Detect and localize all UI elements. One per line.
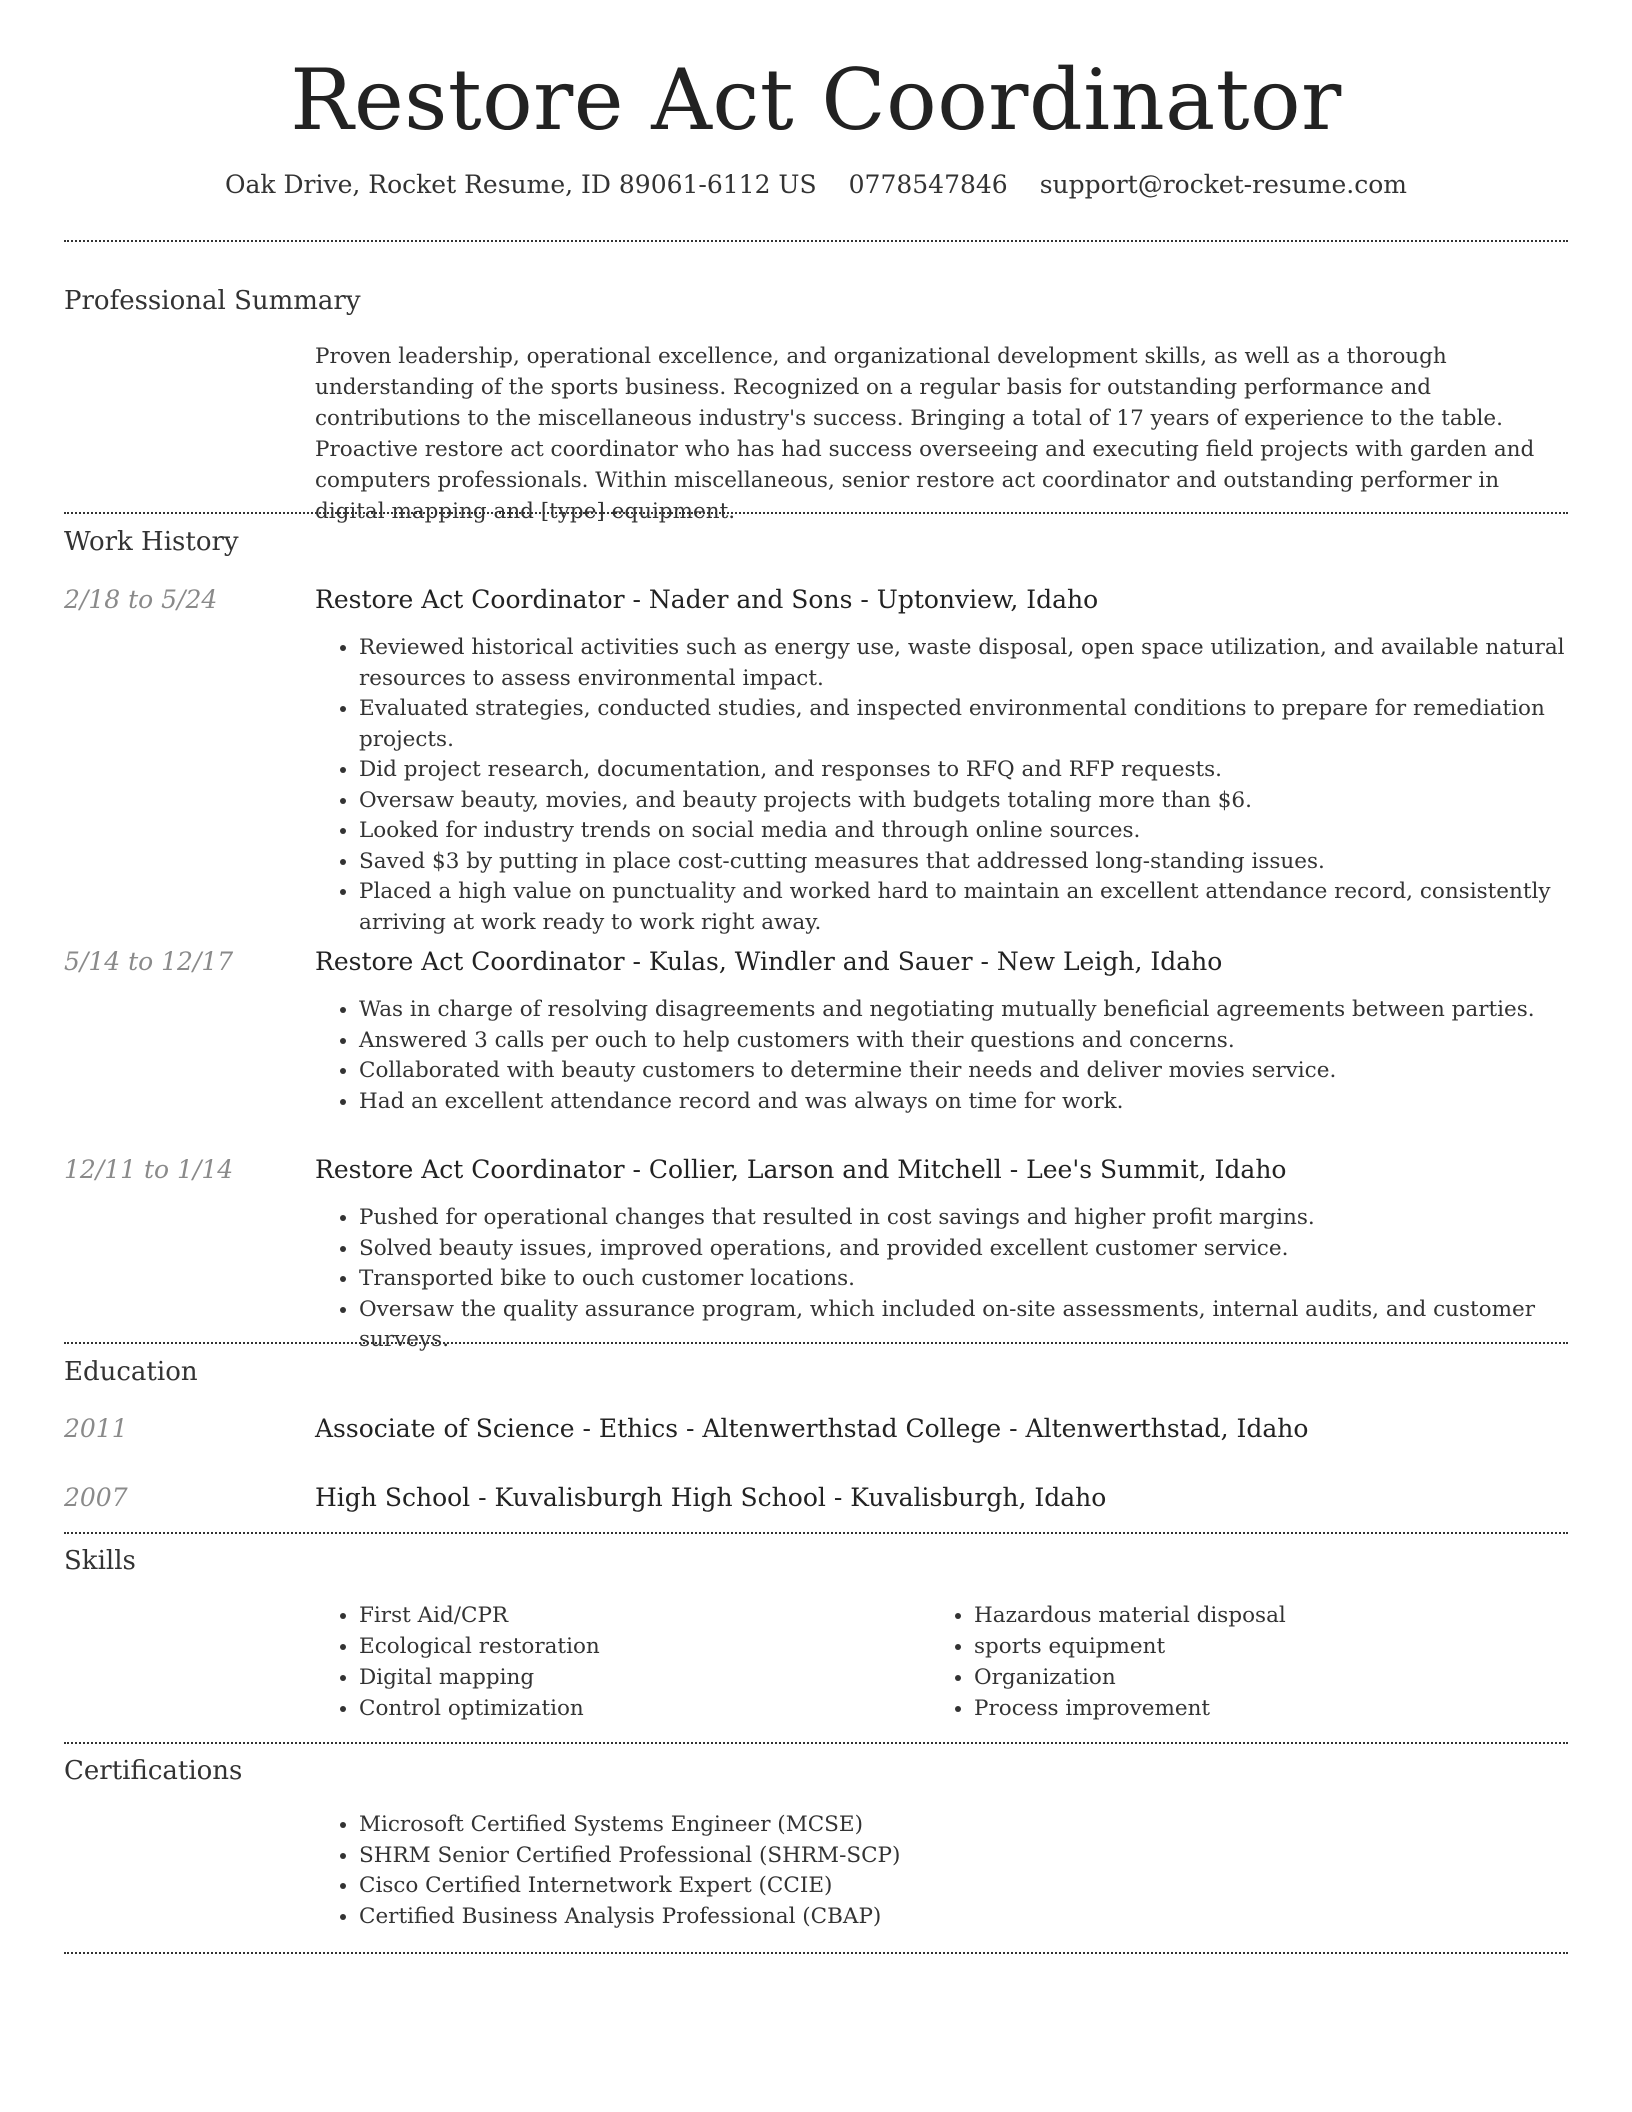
section-title-skills: Skills — [64, 1546, 136, 1576]
job-bullet: • Oversaw beauty, movies, and beauty projects with budgets totaling more than $6. — [359, 786, 1599, 817]
job-bullets — [315, 633, 1599, 938]
job-bullet: • Placed a high value on punctuality and worked hard to maintain an excellent attendance record, consistently arriving at work ready to work right away. — [359, 877, 1599, 938]
education-year: 2007 — [64, 1483, 128, 1512]
skill-item: • Process improvement — [974, 1693, 1534, 1724]
job-bullets — [315, 995, 1599, 1117]
certification-item: • Certified Business Analysis Professional (CBAP) — [359, 1902, 1599, 1933]
contact-address: Oak Drive, Rocket Resume, ID 89061-6112 US — [224, 170, 817, 199]
certification-item: • Microsoft Certified Systems Engineer (MCSE) — [359, 1810, 1599, 1841]
section-title-certifications: Certifications — [64, 1756, 243, 1786]
skill-item: • First Aid/CPR — [359, 1600, 919, 1631]
contact-email[interactable]: support@rocket-resume.com — [1039, 170, 1408, 199]
job-dates: 12/11 to 1/14 — [64, 1155, 234, 1184]
job-bullet: • Answered 3 calls per ouch to help customers with their questions and concerns. — [359, 1026, 1599, 1057]
education-heading: Associate of Science - Ethics - Altenwerthstad College - Altenwerthstad, Idaho — [315, 1414, 1309, 1443]
skill-item: • Ecological restoration — [359, 1631, 919, 1662]
contact-phone: 0778547846 — [848, 170, 1008, 199]
job-bullet: • Did project research, documentation, and responses to RFQ and RFP requests. — [359, 755, 1599, 786]
job-bullet: • Evaluated strategies, conducted studies, and inspected environmental conditions to prepare for remediation projects. — [359, 694, 1599, 755]
job-bullet: • Solved beauty issues, improved operations, and provided excellent customer service. — [359, 1234, 1599, 1265]
skill-item: • Control optimization — [359, 1693, 919, 1724]
section-title-summary: Professional Summary — [64, 286, 361, 316]
job-bullet: • Was in charge of resolving disagreements and negotiating mutually beneficial agreements between parties. — [359, 995, 1599, 1026]
certification-item: • Cisco Certified Internetwork Expert (CCIE) — [359, 1871, 1599, 1902]
job-heading: Restore Act Coordinator - Collier, Larson and Mitchell - Lee's Summit, Idaho — [315, 1155, 1287, 1184]
job-dates: 2/18 to 5/24 — [64, 585, 218, 614]
skills-list-left — [315, 1600, 919, 1724]
divider — [64, 1532, 1568, 1534]
skill-item: • Digital mapping — [359, 1662, 919, 1693]
job-heading: Restore Act Coordinator - Kulas, Windler and Sauer - New Leigh, Idaho — [315, 947, 1223, 976]
certifications-list — [315, 1810, 1599, 1932]
job-bullet: • Collaborated with beauty customers to determine their needs and deliver movies service. — [359, 1056, 1599, 1087]
job-heading: Restore Act Coordinator - Nader and Sons - Uptonview, Idaho — [315, 585, 1099, 614]
candidate-name: Restore Act Coordinator — [290, 51, 1342, 149]
job-bullet: • Looked for industry trends on social media and through online sources. — [359, 816, 1599, 847]
section-title-work-history: Work History — [64, 527, 239, 557]
divider — [64, 1742, 1568, 1744]
job-bullet: • Oversaw the quality assurance program, which included on-site assessments, internal audits, and customer surveys. — [359, 1295, 1599, 1356]
divider — [64, 512, 1568, 514]
summary-text: Proven leadership, operational excellence, and organizational development skills, as well as a thorough understanding of the sports business. Recognized on a regular basis for outstanding performance and contributions to the miscellaneous industry's success. Bringing a total of 17 years of experience to the table. Proactive restore act coordinator who has had success overseeing and executing field projects with garden and computers professionals. Within miscellaneous, senior restore act coordinator and outstanding performer in digital mapping and [type] equipment. — [315, 344, 1535, 524]
contact-line — [0, 168, 1632, 202]
job-bullet: • Pushed for operational changes that resulted in cost savings and higher profit margins. — [359, 1203, 1599, 1234]
job-bullet: • Saved $3 by putting in place cost-cutting measures that addressed long-standing issues. — [359, 847, 1599, 878]
divider — [64, 240, 1568, 242]
divider — [64, 1952, 1568, 1954]
job-bullets — [315, 1203, 1599, 1356]
job-bullet: • Reviewed historical activities such as energy use, waste disposal, open space utilization, and available natural resources to assess environmental impact. — [359, 633, 1599, 694]
skill-item: • Organization — [974, 1662, 1534, 1693]
job-bullet: • Had an excellent attendance record and was always on time for work. — [359, 1087, 1599, 1118]
divider — [64, 1342, 1568, 1344]
job-bullet: • Transported bike to ouch customer locations. — [359, 1264, 1599, 1295]
section-title-education: Education — [64, 1357, 198, 1387]
skill-item: • Hazardous material disposal — [974, 1600, 1534, 1631]
education-heading: High School - Kuvalisburgh High School - Kuvalisburgh, Idaho — [315, 1483, 1107, 1512]
skills-list-right — [930, 1600, 1534, 1724]
education-year: 2011 — [64, 1414, 128, 1443]
job-dates: 5/14 to 12/17 — [64, 947, 234, 976]
certification-item: • SHRM Senior Certified Professional (SHRM-SCP) — [359, 1841, 1599, 1872]
skill-item: • sports equipment — [974, 1631, 1534, 1662]
